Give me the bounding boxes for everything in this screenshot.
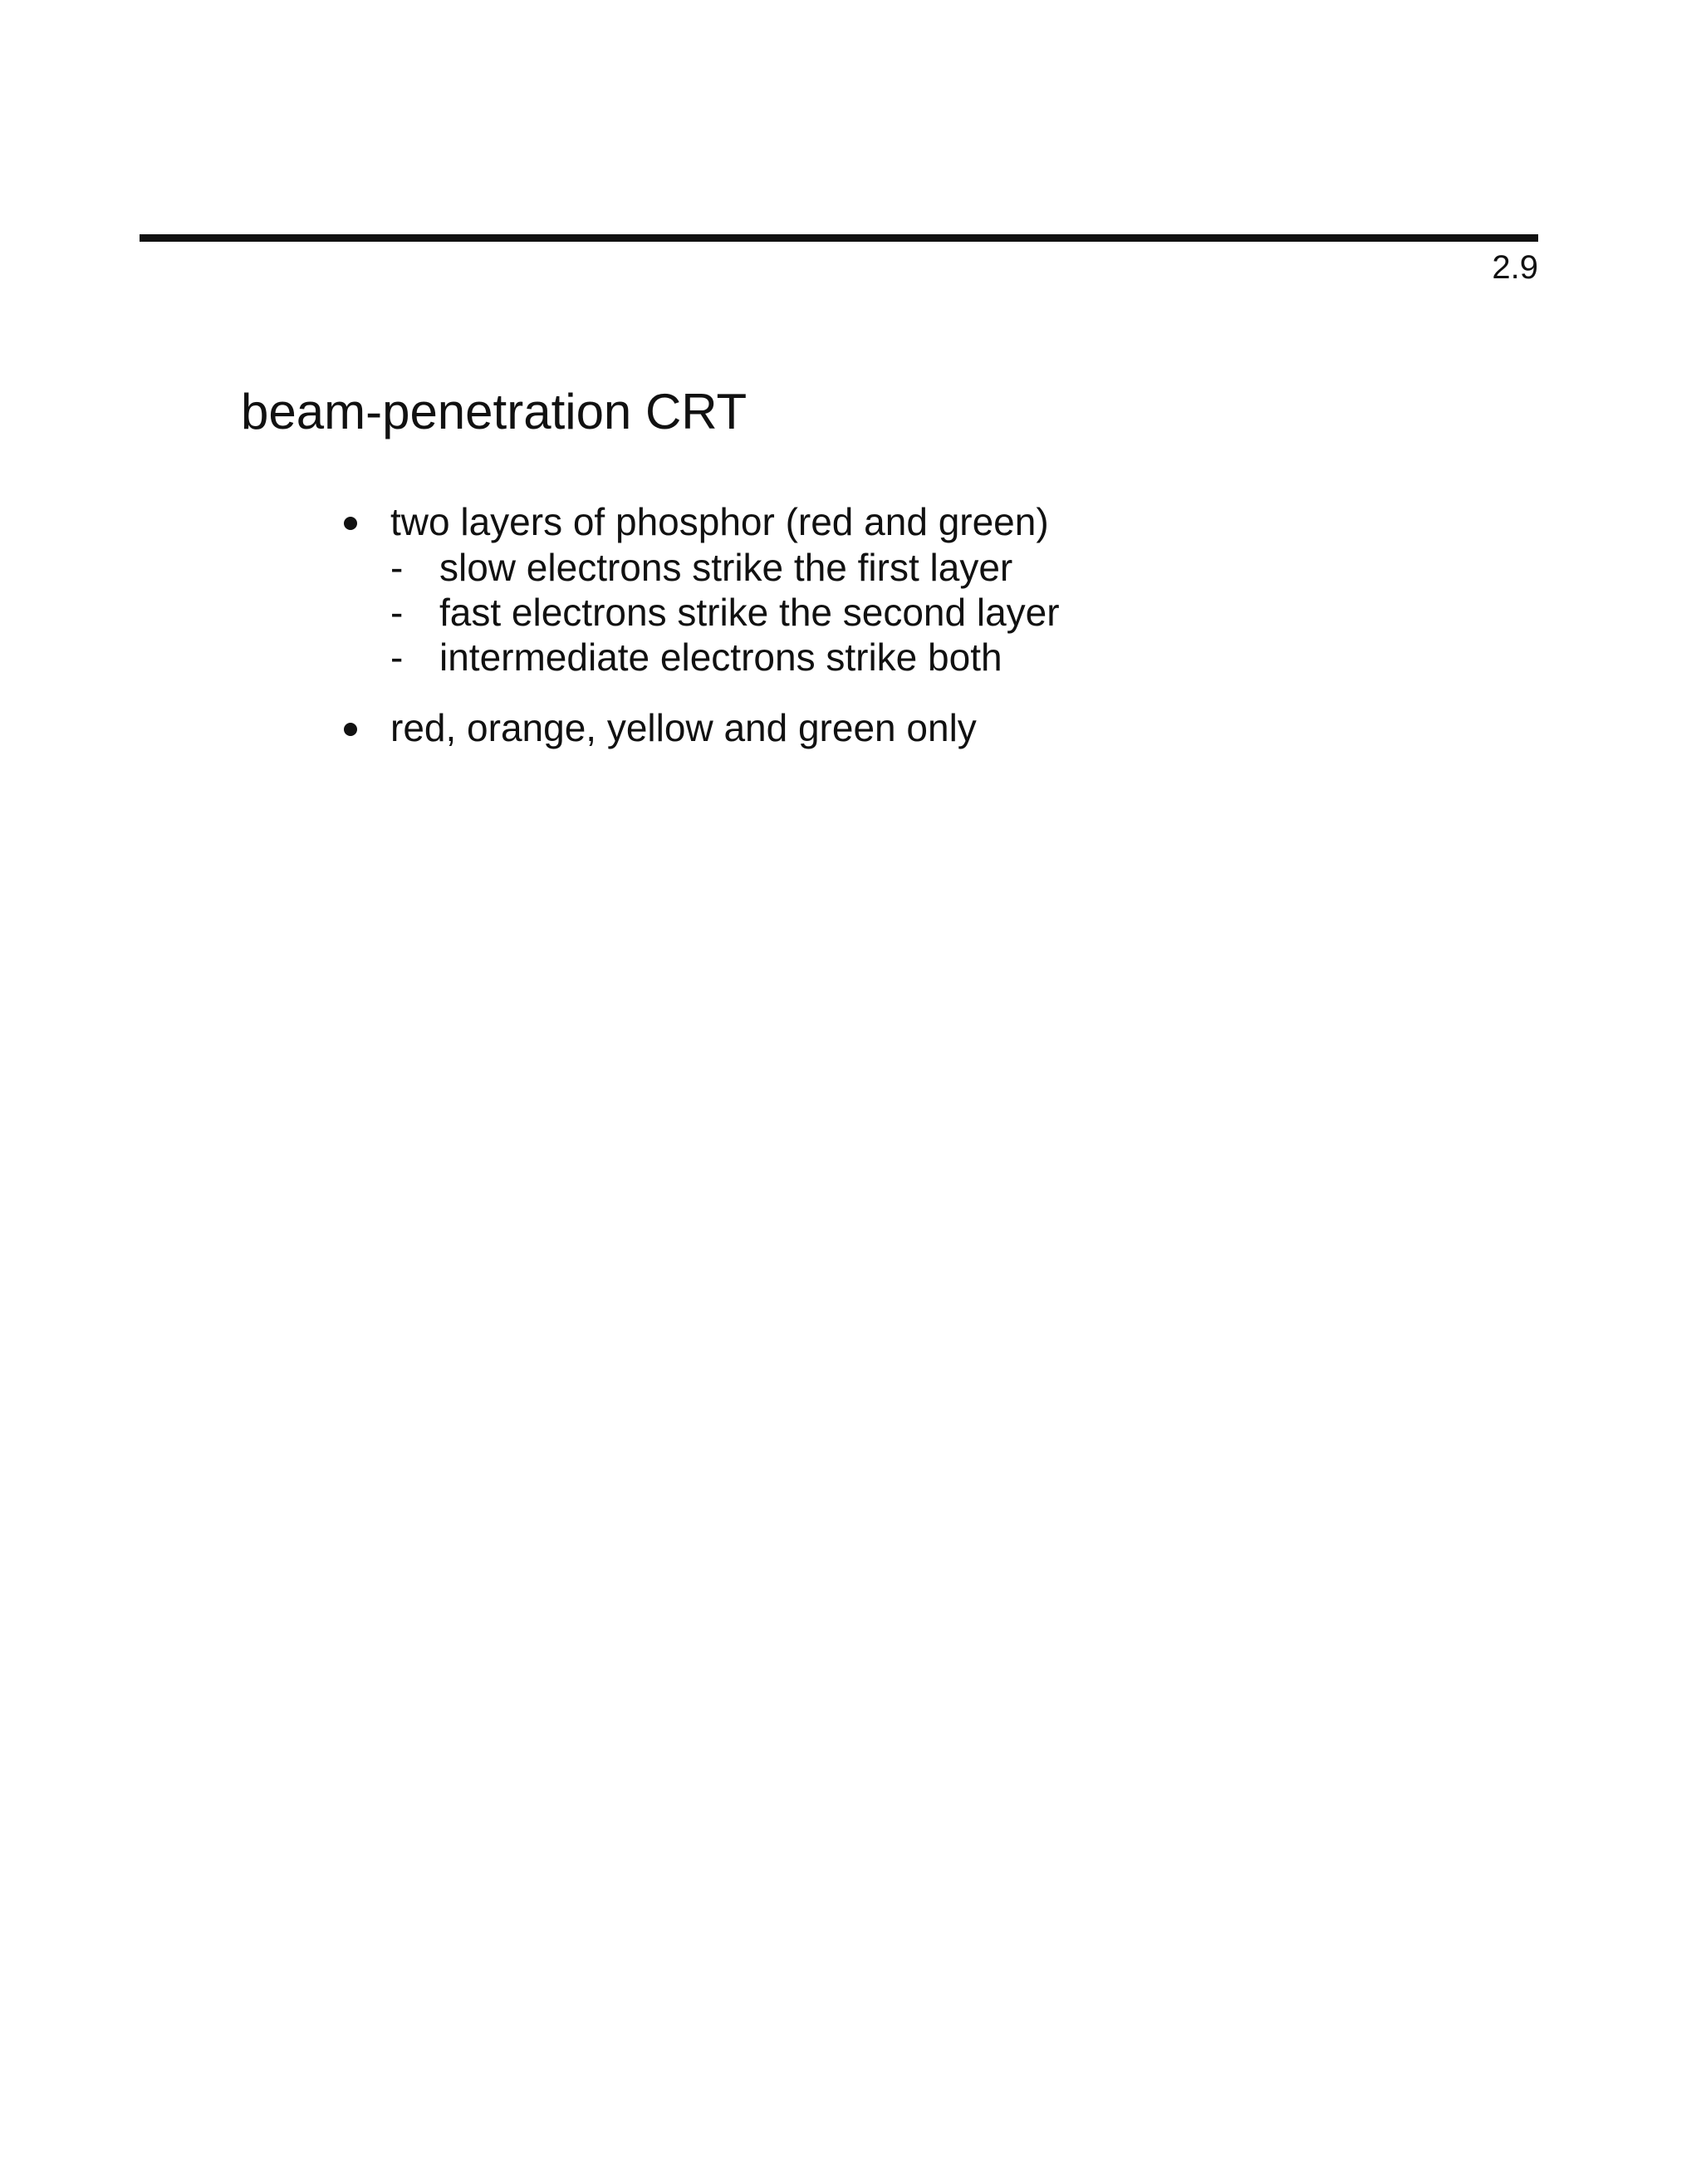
sub-item [390, 545, 1060, 590]
dash-icon: - [390, 591, 404, 634]
sub-item-text: slow electrons strike the first layer [439, 546, 1013, 589]
page-number: 2.9 [1492, 249, 1538, 286]
bullet-dot-icon [344, 723, 357, 736]
dash-icon: - [390, 546, 404, 589]
page-title: beam-penetration CRT [241, 384, 748, 439]
header-rule [140, 234, 1538, 242]
bullet-list [341, 498, 1060, 751]
bullet-text: two layers of phosphor (red and green) [390, 500, 1049, 543]
sub-item [390, 590, 1060, 635]
sub-item [390, 635, 1060, 680]
bullet-item [341, 498, 1060, 680]
sub-item-text: fast electrons strike the second layer [439, 591, 1060, 634]
sub-item-text: intermediate electrons strike both [439, 636, 1002, 679]
bullet-dot-icon [344, 517, 357, 530]
bullet-item [341, 704, 1060, 751]
bullet-text: red, orange, yellow and green only [390, 706, 977, 749]
sub-list [390, 545, 1060, 680]
dash-icon: - [390, 636, 404, 679]
